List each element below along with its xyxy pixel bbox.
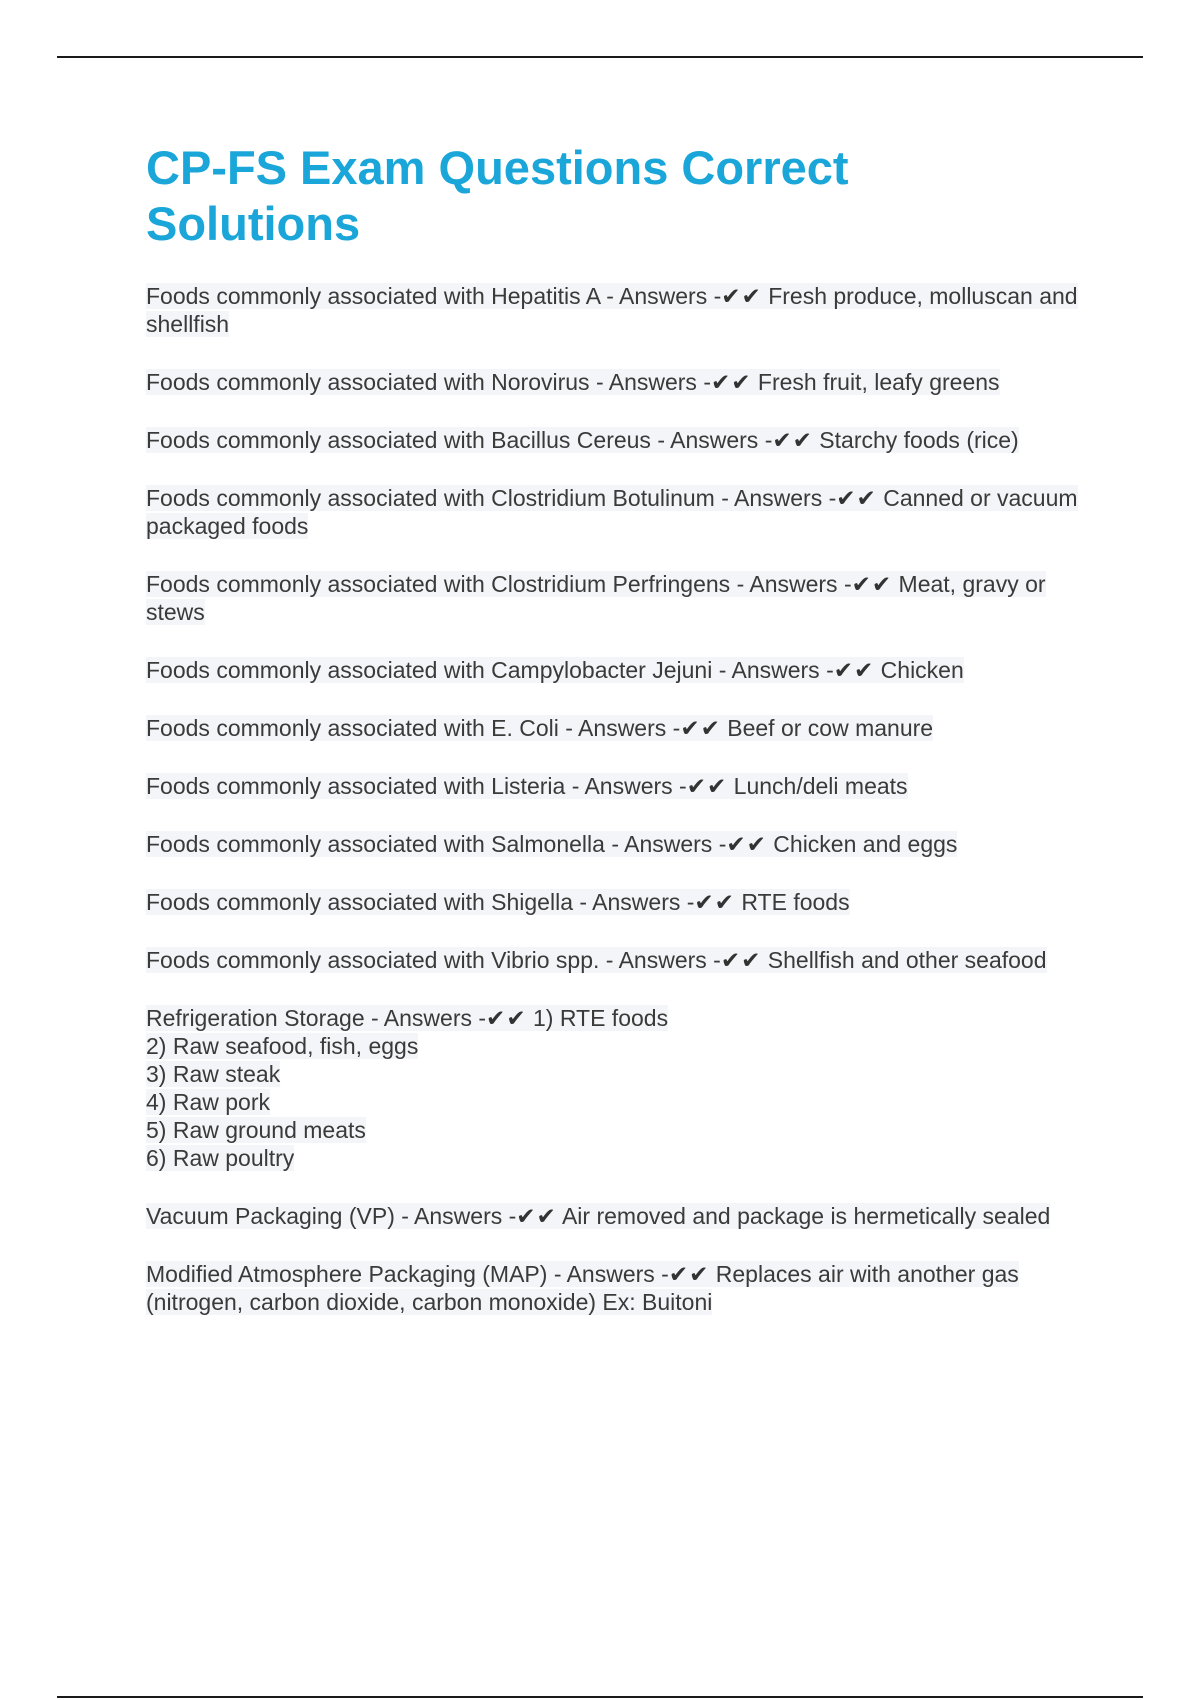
qa-line [146, 1203, 1050, 1229]
qa-line [146, 773, 908, 799]
qa-item-refrigeration [146, 1004, 1106, 1172]
answer-text: Replaces air with another gas (nitrogen, carbon dioxide, carbon monoxide) Ex: Buitoni [146, 1261, 1019, 1315]
document-body [146, 140, 1106, 1346]
question-text: Foods commonly associated with Bacillus Cereus [146, 427, 651, 453]
list-item [146, 1060, 1106, 1088]
qa-list-tail [146, 1202, 1106, 1316]
question-text: Foods commonly associated with Clostridium Perfringens [146, 571, 731, 597]
answer-separator: - Answers - [736, 571, 852, 597]
answer-separator: - Answers - [571, 773, 687, 799]
qa-item [146, 570, 1106, 626]
bottom-rule [57, 1696, 1143, 1698]
answer-text: Chicken and eggs [773, 831, 958, 857]
answer-text: Lunch/deli meats [733, 773, 908, 799]
answer-separator: - Answers - [401, 1203, 517, 1229]
check-mark-icon: ✔✔ [720, 947, 762, 973]
answer-separator: - Answers - [718, 657, 834, 683]
qa-line [146, 571, 1046, 625]
check-mark-icon: ✔✔ [694, 889, 735, 915]
answer-text: Starchy foods (rice) [819, 427, 1019, 453]
qa-item [146, 888, 1106, 916]
list-item-text: 4) Raw pork [146, 1089, 270, 1115]
answer-separator: - Answers - [579, 889, 695, 915]
document-title: CP-FS Exam Questions Correct Solutions [146, 141, 849, 250]
question-text: Modified Atmosphere Packaging (MAP) [146, 1261, 548, 1287]
refrigeration-list [146, 1032, 1106, 1172]
answer-text: Fresh fruit, leafy greens [757, 369, 1000, 395]
answer-text: Chicken [880, 657, 964, 683]
check-mark-icon: ✔✔ [726, 831, 767, 857]
check-mark-icon: ✔✔ [668, 1261, 710, 1287]
check-mark-icon: ✔✔ [772, 427, 813, 453]
check-mark-icon: ✔✔ [721, 283, 762, 309]
check-mark-icon: ✔✔ [486, 1005, 527, 1031]
answer-separator: - Answers - [553, 1261, 669, 1287]
question-text: Foods commonly associated with E. Coli [146, 715, 559, 741]
list-item-text: 3) Raw steak [146, 1061, 281, 1087]
qa-item [146, 368, 1106, 396]
qa-item [146, 1202, 1106, 1230]
qa-item [146, 484, 1106, 540]
check-mark-icon: ✔✔ [851, 571, 893, 597]
check-mark-icon: ✔✔ [710, 369, 752, 395]
answer-text: Air removed and package is hermetically sealed [561, 1203, 1051, 1229]
question-text: Foods commonly associated with Norovirus [146, 369, 590, 395]
answer-separator: - Answers - [371, 1005, 487, 1031]
list-item-text: 6) Raw poultry [146, 1145, 295, 1171]
qa-list [146, 282, 1106, 974]
list-item [146, 1032, 1106, 1060]
qa-item [146, 830, 1106, 858]
qa-line [146, 485, 1078, 539]
qa-item [146, 946, 1106, 974]
list-item-text: 2) Raw seafood, fish, eggs [146, 1033, 419, 1059]
qa-item [146, 282, 1106, 338]
check-mark-icon: ✔✔ [516, 1203, 557, 1229]
question-text: Foods commonly associated with Campylobacter Jejuni [146, 657, 713, 683]
answer-separator: - Answers - [565, 715, 681, 741]
answer-separator: - Answers - [611, 831, 727, 857]
answer-separator: - Answers - [605, 947, 721, 973]
answer-text: Meat, gravy or stews [146, 571, 1046, 625]
list-item [146, 1088, 1106, 1116]
qa-line [146, 427, 1019, 453]
qa-line [146, 1004, 1106, 1032]
qa-item [146, 714, 1106, 742]
qa-item [146, 1260, 1106, 1316]
answer-text: Canned or vacuum packaged foods [146, 485, 1078, 539]
qa-line [146, 1261, 1019, 1315]
question-text: Foods commonly associated with Shigella [146, 889, 573, 915]
check-mark-icon: ✔✔ [833, 657, 875, 683]
qa-line [146, 369, 1000, 395]
answer-text: RTE foods [741, 889, 850, 915]
answer-separator: - Answers - [721, 485, 837, 511]
answer-text: Beef or cow manure [727, 715, 934, 741]
question-text: Vacuum Packaging (VP) [146, 1203, 395, 1229]
answer-separator: - Answers - [657, 427, 773, 453]
answer-separator: - Answers - [595, 369, 711, 395]
qa-line [146, 889, 850, 915]
qa-line [146, 947, 1047, 973]
qa-line [146, 283, 1078, 337]
check-mark-icon: ✔✔ [686, 773, 728, 799]
top-rule [57, 56, 1143, 58]
list-item-text: 5) Raw ground meats [146, 1117, 366, 1143]
question-text: Foods commonly associated with Salmonella [146, 831, 605, 857]
check-mark-icon: ✔✔ [836, 485, 877, 511]
qa-line [146, 831, 957, 857]
question-text: Refrigeration Storage [146, 1005, 365, 1031]
answer-text: Shellfish and other seafood [767, 947, 1047, 973]
question-text: Foods commonly associated with Hepatitis A [146, 283, 600, 309]
qa-line [146, 715, 933, 741]
answer-separator: - Answers - [606, 283, 722, 309]
question-text: Foods commonly associated with Listeria [146, 773, 566, 799]
question-text: Foods commonly associated with Vibrio spp. [146, 947, 600, 973]
answer-text: 1) RTE foods [532, 1005, 669, 1031]
list-item [146, 1144, 1106, 1172]
list-item [146, 1116, 1106, 1144]
question-text: Foods commonly associated with Clostridium Botulinum [146, 485, 715, 511]
check-mark-icon: ✔✔ [680, 715, 721, 741]
qa-item [146, 426, 1106, 454]
qa-item [146, 772, 1106, 800]
qa-item [146, 656, 1106, 684]
qa-line [146, 657, 964, 683]
answer-text: Fresh produce, molluscan and shellfish [146, 283, 1078, 337]
